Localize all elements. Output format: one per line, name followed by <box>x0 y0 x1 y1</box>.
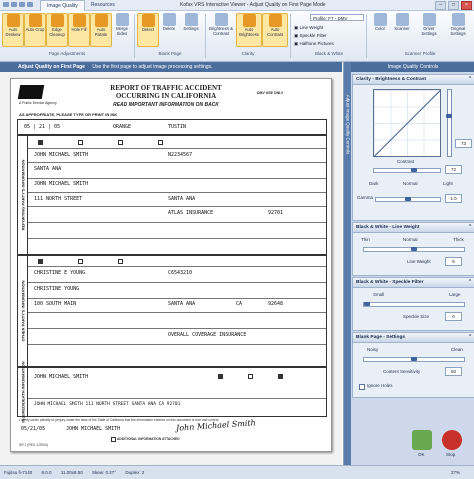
date-location-row <box>17 119 327 135</box>
ok-button[interactable] <box>412 430 432 450</box>
field-injured-address: JOHN MICHAEL SMITH 111 NORTH STREET SANTA ANA CA 92701 <box>34 402 181 407</box>
original-settings-icon <box>452 13 465 26</box>
merge-icon <box>116 13 129 26</box>
checkbox <box>111 437 116 442</box>
field-address-1: 111 NORTH STREET <box>34 196 83 202</box>
collapse-icon[interactable]: ⌃ <box>467 335 472 340</box>
collapse-icon[interactable]: ⌃ <box>467 77 472 82</box>
ribbon-separator <box>366 14 367 58</box>
dmv-logo-icon <box>18 85 44 99</box>
content-sensitivity-label: Content Sensitivity <box>383 369 421 374</box>
status-duplex: Duplex: 2 <box>125 470 145 475</box>
ignore-holes-checkbox[interactable] <box>359 384 365 390</box>
section-label: INJURED/DEATH INFORMATION <box>18 368 28 416</box>
delete-button[interactable]: Delete <box>159 13 179 45</box>
ribbon-separator <box>290 14 291 58</box>
ribbon-separator <box>205 14 206 58</box>
driver-settings-button[interactable]: Driver Settings <box>418 13 440 45</box>
ignore-holes-label: Ignore Holes <box>367 383 393 388</box>
color-button[interactable]: Color <box>370 13 390 45</box>
additional-info-label: ADDITIONAL INFORMATION ATTACHED <box>117 437 180 441</box>
title-bar <box>0 0 474 11</box>
field-address-2: 100 SOUTH MAIN <box>34 301 77 307</box>
field-zip-2: 92648 <box>268 301 284 307</box>
ribbon <box>0 11 474 62</box>
gamma-value[interactable]: 1.0 <box>445 194 462 203</box>
section-label: REPORTING PARTY'S INFORMATION <box>18 136 28 254</box>
form-rule <box>28 282 326 283</box>
undo-icon[interactable] <box>11 2 17 7</box>
collapse-icon[interactable]: ⌃ <box>467 280 472 285</box>
field-city-1b: SANTA ANA <box>168 196 196 202</box>
auto-rotate-button[interactable]: Auto Rotate <box>90 13 112 47</box>
scanner-button[interactable]: Scanner <box>392 13 412 45</box>
line-weight-label: Line Weight <box>407 259 431 264</box>
tab-resources[interactable]: Resources <box>90 2 115 8</box>
clean-label: Clean <box>451 347 463 352</box>
line-weight-slider[interactable] <box>363 247 465 252</box>
large-label: Large <box>449 292 461 297</box>
contrast-slider[interactable] <box>373 168 441 173</box>
blank-page-section <box>352 332 474 398</box>
content-sensitivity-value[interactable]: 50 <box>445 367 462 376</box>
field-state-2: CA <box>236 301 243 307</box>
signature: John Michael Smith <box>175 418 257 433</box>
form-rule <box>28 238 326 239</box>
field-dl-2: C6543210 <box>168 270 193 276</box>
group-page-adjustments: Page Adjustments <box>48 51 86 56</box>
checkbox <box>78 140 83 145</box>
auto-deskew-button[interactable]: Auto Deskew <box>2 13 24 47</box>
group-clarity: Clarity <box>241 51 255 56</box>
checkbox <box>158 140 163 145</box>
customize-icon[interactable] <box>27 2 33 7</box>
checkbox <box>78 259 83 264</box>
field-sign-date: 05/21/05 <box>21 426 46 432</box>
field-date: 05 | 21 | 05 <box>24 124 61 130</box>
color-icon <box>374 13 387 26</box>
group-scanner-profile: Scanner Profile <box>404 51 436 56</box>
status-bar <box>0 465 474 479</box>
content-sensitivity-thumb[interactable] <box>411 357 417 361</box>
auto-contrast-button[interactable]: Auto Contrast <box>262 13 288 47</box>
detect-icon <box>142 14 155 27</box>
light-label: Light <box>443 181 453 186</box>
stop-button[interactable] <box>442 430 462 450</box>
field-name-2: CHRISTINE E YOUNG <box>34 270 86 276</box>
checkbox <box>248 374 253 379</box>
thin-label: Thin <box>361 237 370 242</box>
minimize-button[interactable]: – <box>435 1 446 10</box>
form-rule <box>28 298 326 299</box>
blank-settings-button[interactable]: Settings <box>181 13 201 45</box>
ok-label: OK <box>418 452 425 457</box>
window-controls <box>435 1 472 10</box>
form-rule <box>28 222 326 223</box>
form-rule <box>28 192 326 193</box>
certify-text: I certify under penalty of perjury under the laws of the State of California that the information entered on this document is true and correct. <box>19 418 220 422</box>
clarity-section <box>352 74 474 221</box>
auto-brightness-icon <box>243 14 256 27</box>
status-scanner: Fujitsu fi-7140 <box>4 470 33 475</box>
form-rule <box>28 398 326 399</box>
contrast-label: Contrast <box>397 159 415 164</box>
checkbox <box>38 140 43 145</box>
collapse-icon[interactable]: ⌃ <box>467 225 472 230</box>
field-owner-2: CHRISTINE YOUNG <box>34 286 80 292</box>
clarity-header[interactable]: Clarity - Brightness & Contrast ⌃ <box>353 75 474 85</box>
form-rule <box>28 266 326 267</box>
edge-cleanup-button[interactable]: Edge Cleanup <box>46 13 68 47</box>
image-viewer[interactable] <box>0 72 342 465</box>
speckle-header[interactable]: Black & White - Speckle Filter ⌃ <box>353 278 474 288</box>
group-blank-page: Blank Page <box>158 51 182 56</box>
maximize-button[interactable]: □ <box>448 1 459 10</box>
brightness-slider-thumb[interactable] <box>446 114 452 118</box>
image-quality-panel <box>343 62 474 465</box>
brightness-value[interactable]: 73 <box>455 139 472 148</box>
detect-button[interactable]: Detect <box>137 13 159 47</box>
hole-fill-icon <box>73 14 86 27</box>
line-weight-header[interactable]: Black & White - Line Weight ⌃ <box>353 223 474 233</box>
tab-image-quality[interactable]: Image Quality <box>40 0 85 11</box>
content-sensitivity-slider[interactable] <box>363 357 465 362</box>
ribbon-separator <box>134 14 135 58</box>
contrast-icon <box>269 14 282 27</box>
brightness-contrast-button[interactable]: Brightness & Contrast <box>208 13 234 45</box>
mode-title: Adjust Quality on First Page <box>18 64 85 70</box>
field-name-1b: JOHN MICHAEL SMITH <box>34 181 89 187</box>
checkbox <box>278 374 283 379</box>
form-rule <box>28 148 326 149</box>
crop-icon <box>29 14 42 27</box>
status-version: 8.0.0 <box>41 470 52 475</box>
form-rule <box>28 178 326 179</box>
field-dl-1: N2234567 <box>168 152 193 158</box>
group-black-white: Black & White <box>314 51 343 56</box>
speckle-size-value[interactable]: 0 <box>445 312 462 321</box>
brightness-contrast-graph[interactable] <box>373 89 441 157</box>
field-city: TUSTIN <box>168 124 187 130</box>
field-county: ORANGE <box>113 124 132 130</box>
profile-dropdown[interactable]: Profile: F7 - DMV <box>310 14 364 21</box>
thick-label: Thick <box>453 237 464 242</box>
checkbox <box>118 259 123 264</box>
window-title: Kofax VRS Interactive Viewer - Adjust Quality on First Page Mode <box>180 2 326 8</box>
agency-text: A Public Service Agency <box>19 101 57 105</box>
gamma-slider-thumb[interactable] <box>405 197 411 201</box>
form-title: REPORT OF TRAFFIC ACCIDENT OCCURRING IN CALIFORNIA <box>110 84 222 100</box>
panel-title: Image Quality Controls <box>351 62 474 72</box>
close-button[interactable]: × <box>461 1 472 10</box>
form-rule <box>28 312 326 313</box>
auto-crop-button[interactable]: Auto Crop <box>24 13 46 47</box>
line-weight-value[interactable]: 5 <box>445 257 462 266</box>
dmv-use-only: DMV USE ONLY <box>257 91 284 95</box>
form-rule <box>28 162 326 163</box>
option-speckle-filter[interactable]: ▣ Speckle Filter <box>294 33 327 38</box>
brightness-slider[interactable] <box>447 89 452 157</box>
settings-icon <box>185 13 198 26</box>
field-city-1: SANTA ANA <box>34 166 62 172</box>
option-line-weight[interactable]: ▣ Line Weight <box>294 25 324 30</box>
hole-fill-button[interactable]: Hole Fill <box>68 13 90 47</box>
blank-page-header[interactable]: Blank Page - Settings ⌃ <box>353 333 474 343</box>
field-city-2: SANTA ANA <box>168 301 196 307</box>
form-subtitle: READ IMPORTANT INFORMATION ON BACK <box>113 102 219 108</box>
other-party-section <box>17 255 327 367</box>
speckle-size-label: Speckle Size <box>403 314 430 319</box>
line-weight-section <box>352 222 474 276</box>
noisy-label: Noisy <box>367 347 379 352</box>
field-insurer-2: OVERALL COVERAGE INSURANCE <box>168 332 247 338</box>
line-weight-slider-thumb[interactable] <box>411 247 417 251</box>
redo-icon[interactable] <box>19 2 25 7</box>
speckle-slider[interactable] <box>363 302 465 307</box>
rotate-icon <box>95 14 108 27</box>
speckle-slider-thumb[interactable] <box>364 302 370 306</box>
status-size: 11.00x8.50 <box>60 470 83 475</box>
form-rule <box>28 328 326 329</box>
status-skew: Skew: 0.27° <box>92 470 117 475</box>
field-signer: JOHN MICHAEL SMITH <box>66 426 121 432</box>
auto-brightness-button[interactable]: Auto Brightness <box>236 13 262 47</box>
field-injured: JOHN MICHAEL SMITH <box>34 374 89 380</box>
option-halftone-pictures[interactable]: ▣ Halftone Pictures <box>294 41 334 46</box>
driver-icon <box>423 13 436 26</box>
scanner-icon <box>396 13 409 26</box>
gamma-label: Gamma <box>357 195 374 200</box>
normal-label: Normal <box>403 237 418 242</box>
checkbox <box>118 140 123 145</box>
checkbox <box>38 259 43 264</box>
scanned-document <box>10 78 332 452</box>
ribbon-tabs <box>40 0 121 10</box>
reporting-party-section <box>17 135 327 255</box>
section-label: OTHER PARTY'S INFORMATION <box>18 256 28 366</box>
mode-description: Use the first page to adjust image processing settings. <box>92 64 213 70</box>
field-insurer-1: ATLAS INSURANCE <box>168 210 214 216</box>
contrast-slider-thumb[interactable] <box>411 168 417 172</box>
brightness-icon <box>215 13 228 26</box>
field-name-1: JOHN MICHAEL SMITH <box>34 152 89 158</box>
small-label: Small <box>373 292 385 297</box>
dark-label: Dark <box>369 181 379 186</box>
stop-label: Stop <box>446 452 456 457</box>
field-zip-1: 92701 <box>268 210 284 216</box>
form-rule <box>28 344 326 345</box>
form-number: SR 1 (REV. 1/2004) <box>19 443 48 447</box>
speckle-filter-section <box>352 277 474 331</box>
panel-collapse-strip[interactable]: Adjust Image Quality Controls <box>344 62 351 465</box>
status-zoom[interactable]: 27% <box>450 470 460 475</box>
gamma-slider[interactable] <box>375 197 441 202</box>
save-icon[interactable] <box>3 2 9 7</box>
delete-icon <box>163 13 176 26</box>
contrast-value[interactable]: 72 <box>445 165 462 174</box>
checkbox <box>218 374 223 379</box>
mode-info-bar <box>0 62 342 72</box>
form-rule <box>28 206 326 207</box>
merge-sides-button[interactable]: Merge Sides <box>112 13 132 45</box>
quick-access-toolbar <box>3 2 33 7</box>
edge-cleanup-icon <box>51 14 64 27</box>
original-settings-button[interactable]: Original Settings <box>446 13 470 45</box>
form-instructions: AS APPROPRIATE, PLEASE TYPE OR PRINT IN INK <box>19 112 118 117</box>
normal-label: Normal <box>403 181 418 186</box>
deskew-icon <box>7 14 20 27</box>
